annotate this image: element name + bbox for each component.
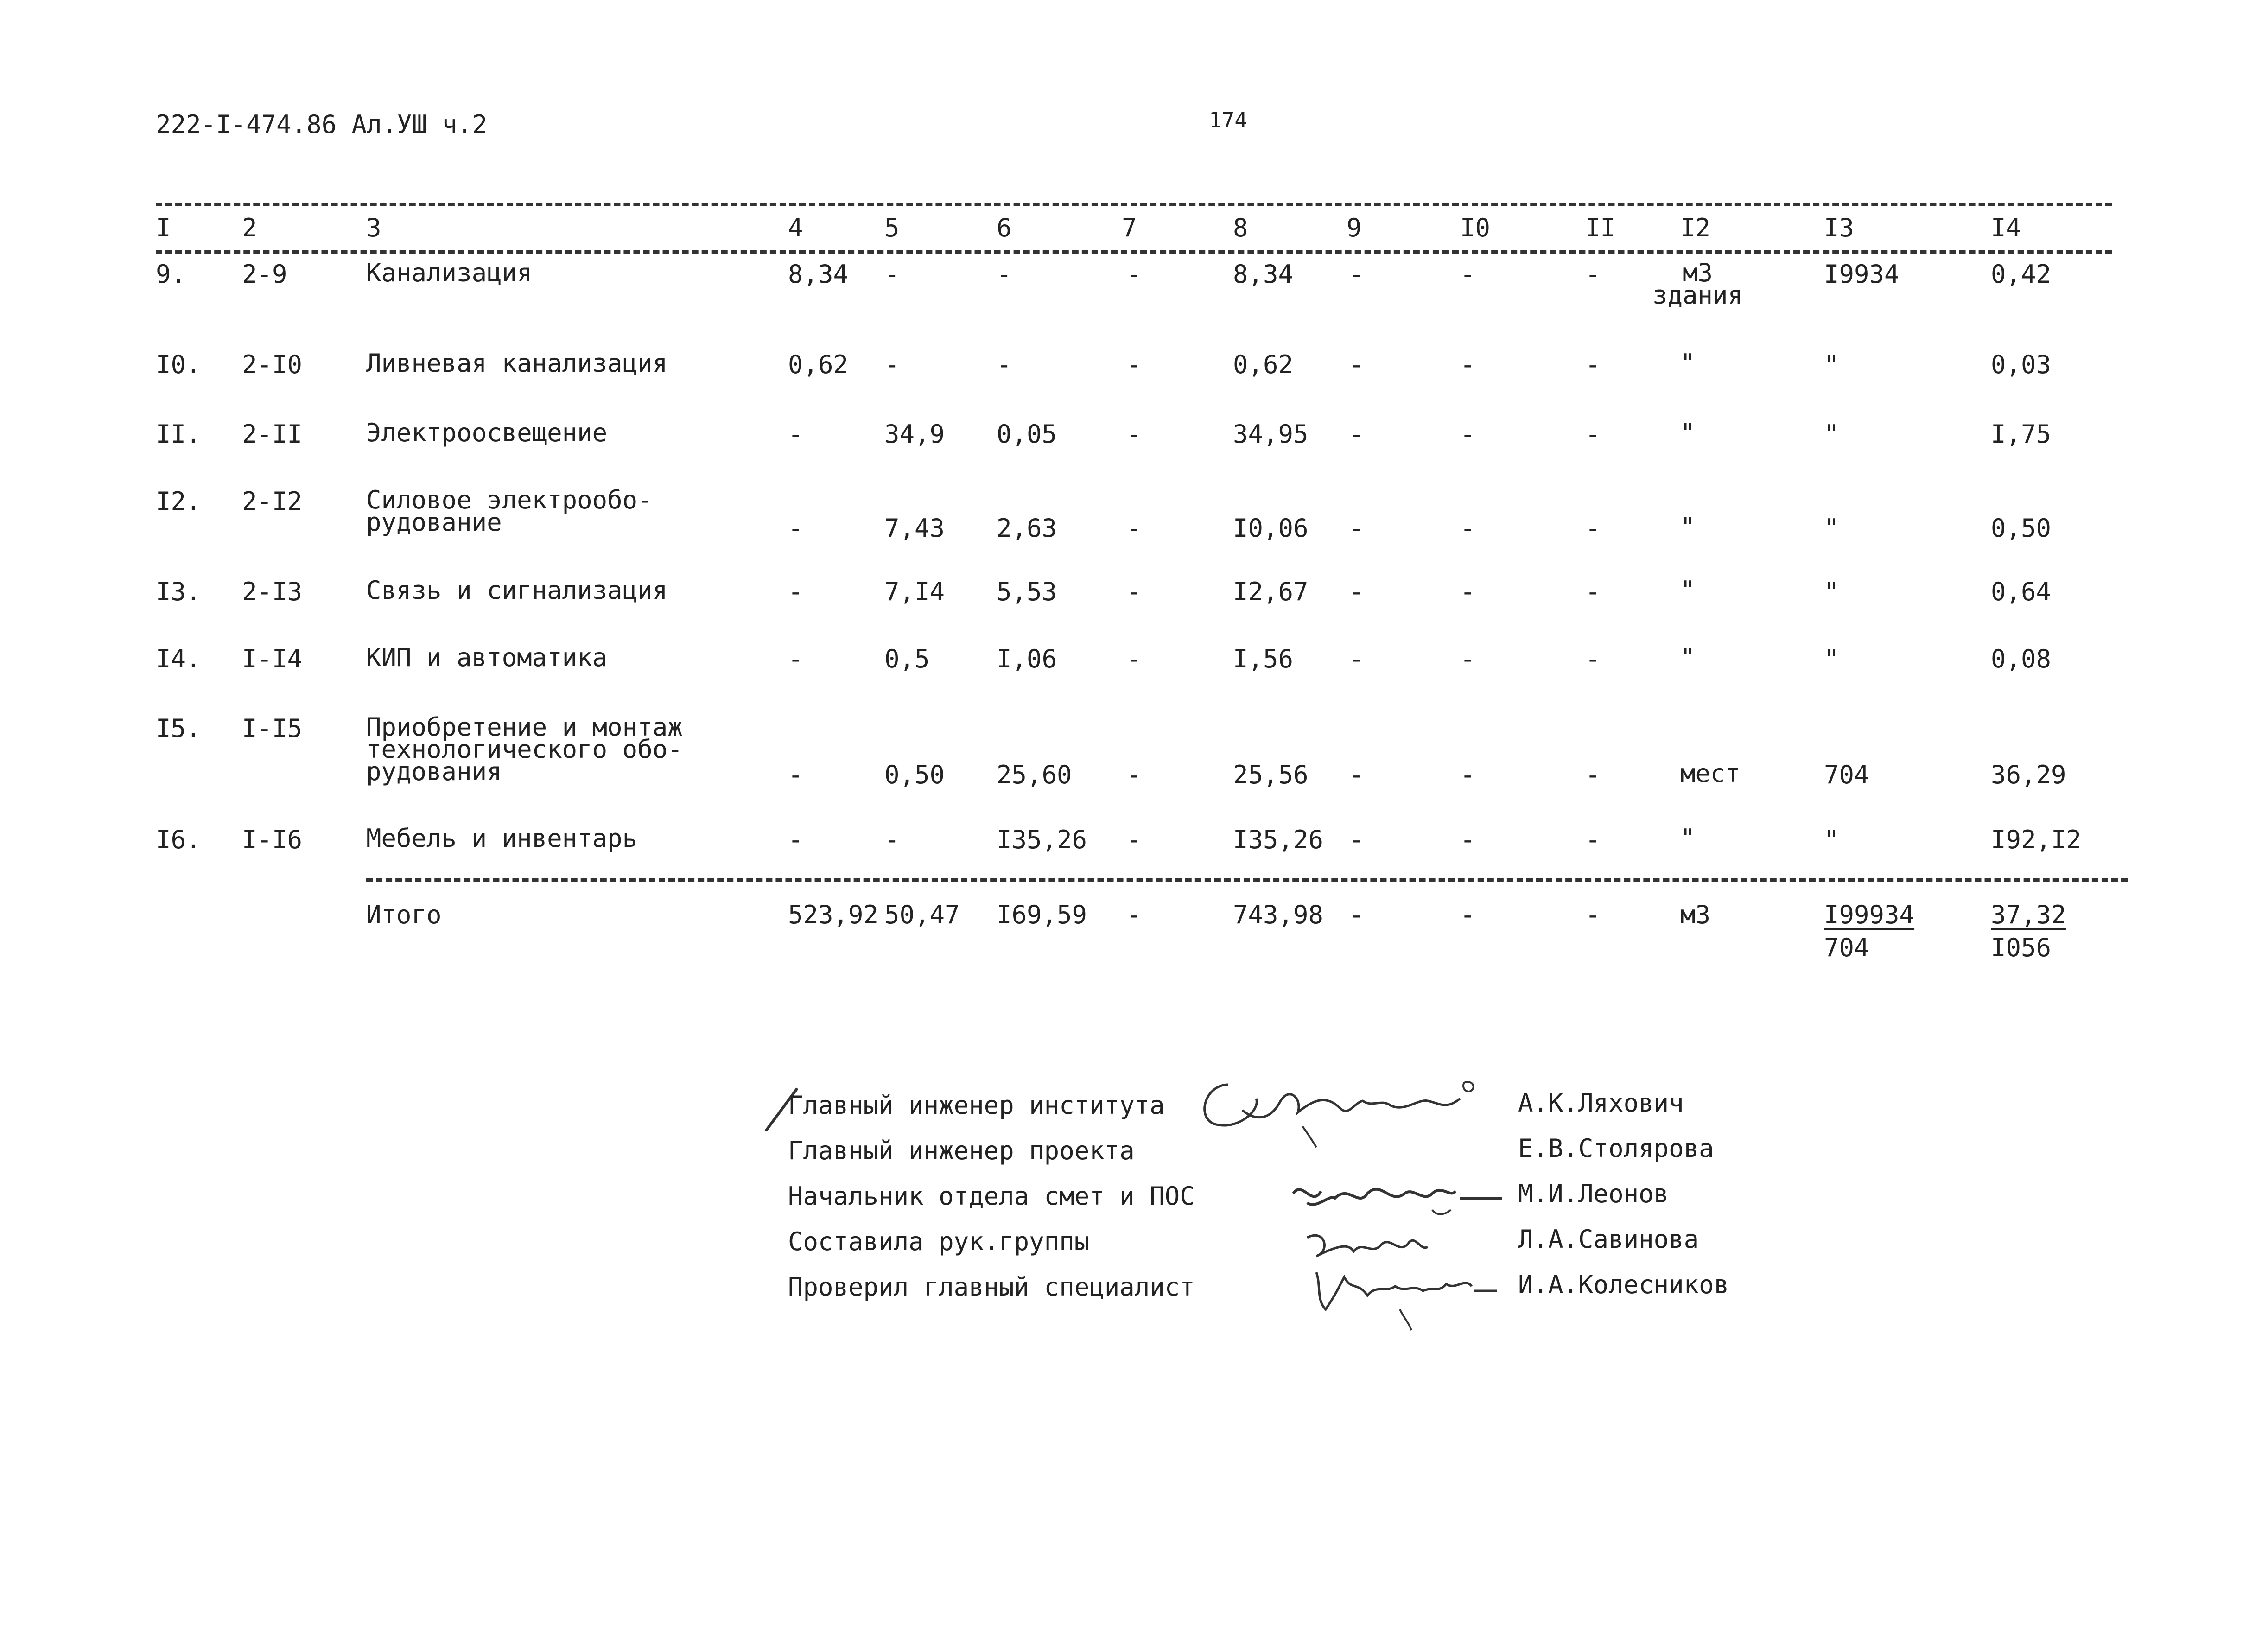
table-cell: 7,I4 [884,577,945,606]
estimate-number: 2-9 [242,260,287,289]
table-cell: - [1126,644,1142,673]
row-number: I4. [156,644,201,673]
table-cell: 0,50 [884,760,945,789]
table-cell: - [1349,644,1364,673]
estimate-number: I-I6 [242,825,303,854]
column-header: 8 [1233,213,1248,242]
table-cell: - [1585,260,1601,289]
handwritten-signature [1284,1166,1506,1226]
estimate-number: 2-I2 [242,487,303,516]
column-header: I4 [1991,213,2021,242]
table-cell: 0,5 [884,644,930,673]
table-cell: - [1126,260,1142,289]
table-cell: 36,29 [1991,760,2066,789]
total-cell: м3 [1680,900,1711,929]
table-cell: 8,34 [788,260,849,289]
table-cell: " [1680,349,1696,378]
signatory-name: Л.А.Савинова [1518,1225,1699,1254]
table-cell: - [1585,577,1601,606]
table-cell: - [1460,644,1475,673]
table-total-rule [366,878,2128,882]
table-cell: - [1349,760,1364,789]
estimate-number: 2-II [242,419,303,449]
table-cell: I,06 [997,644,1057,673]
table-cell: I,56 [1233,644,1294,673]
table-cell: - [1460,260,1475,289]
table-cell: - [1460,514,1475,543]
column-header: 7 [1122,213,1137,242]
table-cell: - [788,760,803,789]
table-cell: " [1824,825,1839,854]
table-cell: - [884,260,900,289]
table-cell: 2,63 [997,514,1057,543]
total-cell: I69,59 [997,900,1087,929]
page-number: 174 [1209,108,1248,133]
table-cell: 34,95 [1233,419,1309,449]
column-header: 2 [242,213,257,242]
row-number: I3. [156,577,201,606]
signatory-role: Главный инженер института [788,1091,1165,1120]
total-cell: 523,92 [788,900,879,929]
total-fraction-numerator: I99934 [1824,900,1915,929]
table-cell: - [1460,350,1475,379]
total-cell: 50,47 [884,900,960,929]
table-cell: " [1824,644,1839,673]
table-cell: - [1585,419,1601,449]
cost-item-name: Приобретение и монтаж технологического обо- рудования [366,712,683,786]
table-cell: - [884,825,900,854]
table-cell: - [1349,419,1364,449]
table-cell: 0,03 [1991,350,2052,379]
table-header-rule [156,250,2112,254]
table-cell: 704 [1824,760,1869,789]
cost-item-name: Связь и сигнализация [366,576,668,605]
table-cell: - [1349,577,1364,606]
document-code: 222-I-474.86 Ал.УШ ч.2 [156,110,488,139]
table-cell: I9934 [1824,260,1900,289]
table-cell: - [997,350,1012,379]
signatory-role: Главный инженер проекта [788,1136,1135,1165]
total-label: Итого [366,900,442,929]
cost-item-name: Силовое электрообо- рудование [366,485,653,537]
signatory-role: Составила рук.группы [788,1227,1090,1256]
total-cell: - [1349,900,1364,929]
table-cell: - [1126,514,1142,543]
total-cell: - [1585,900,1601,929]
table-cell: 0,62 [788,350,849,379]
estimate-number: 2-I0 [242,350,303,379]
table-cell: - [1126,760,1142,789]
table-cell: I92,I2 [1991,825,2082,854]
table-top-rule [156,203,2112,206]
table-cell: 25,56 [1233,760,1309,789]
column-header: I0 [1460,213,1491,242]
table-cell: 0,50 [1991,514,2052,543]
column-header: I3 [1824,213,1855,242]
table-cell: - [1126,350,1142,379]
table-cell: I35,26 [1233,825,1324,854]
signatory-name: Е.В.Столярова [1518,1134,1714,1163]
table-cell: " [1824,419,1839,449]
estimate-number: 2-I3 [242,577,303,606]
table-cell: 25,60 [997,760,1072,789]
column-header: 4 [788,213,803,242]
table-cell: 5,53 [997,577,1057,606]
handwritten-signature [1307,1258,1502,1333]
cost-item-name: Электроосвещение [366,418,608,447]
table-cell: - [1349,350,1364,379]
table-cell: м3 здания [1652,258,1743,310]
signatory-role: Начальник отдела смет и ПОС [788,1181,1195,1211]
column-header: I2 [1680,213,1711,242]
table-cell: 34,9 [884,419,945,449]
table-cell: мест [1680,759,1741,788]
table-cell: 0,05 [997,419,1057,449]
table-cell: - [1126,419,1142,449]
cost-item-name: КИП и автоматика [366,643,608,672]
table-cell: - [788,419,803,449]
table-cell: " [1680,643,1696,672]
table-cell: - [1349,825,1364,854]
table-cell: - [1349,260,1364,289]
table-cell: - [788,825,803,854]
table-cell: 0,42 [1991,260,2052,289]
total-fraction-denominator: I056 [1991,933,2052,962]
table-cell: " [1680,576,1696,605]
table-cell: " [1680,824,1696,853]
table-cell: - [997,260,1012,289]
column-header: 6 [997,213,1012,242]
table-cell: - [1585,350,1601,379]
table-cell: - [1126,825,1142,854]
table-cell: - [788,577,803,606]
signatory-name: И.А.Колесников [1518,1270,1729,1299]
table-cell: - [1585,514,1601,543]
table-cell: - [1460,825,1475,854]
row-number: 9. [156,260,186,289]
table-cell: " [1680,512,1696,541]
signatory-name: А.К.Ляхович [1518,1088,1684,1118]
table-cell: 0,62 [1233,350,1294,379]
table-cell: " [1824,350,1839,379]
table-cell: I2,67 [1233,577,1309,606]
table-cell: - [1460,419,1475,449]
table-cell: - [1460,760,1475,789]
table-cell: 7,43 [884,514,945,543]
table-cell: " [1680,418,1696,447]
column-header: 5 [884,213,900,242]
table-cell: " [1824,514,1839,543]
column-header: II [1585,213,1616,242]
table-cell: - [788,644,803,673]
total-cell: - [1460,900,1475,929]
column-header: 3 [366,213,381,242]
total-cell: - [1126,900,1142,929]
estimate-number: I-I4 [242,644,303,673]
cost-item-name: Мебель и инвентарь [366,824,638,853]
table-cell: I35,26 [997,825,1087,854]
table-cell: - [1585,760,1601,789]
cost-item-name: Ливневая канализация [366,349,668,378]
table-cell: 0,64 [1991,577,2052,606]
row-number: I2. [156,487,201,516]
handwritten-signature [1187,1066,1483,1150]
table-cell: 8,34 [1233,260,1294,289]
table-cell: I,75 [1991,419,2052,449]
signatory-role: Проверил главный специалист [788,1272,1195,1302]
column-header: 9 [1347,213,1362,242]
signatory-name: М.И.Леонов [1518,1179,1669,1208]
total-cell: 743,98 [1233,900,1324,929]
table-cell: 0,08 [1991,644,2052,673]
row-number: I0. [156,350,201,379]
table-cell: - [884,350,900,379]
table-cell: " [1824,577,1839,606]
total-fraction-numerator: 37,32 [1991,900,2066,929]
row-number: II. [156,419,201,449]
table-cell: I0,06 [1233,514,1309,543]
table-cell: - [1585,644,1601,673]
table-cell: - [1460,577,1475,606]
cost-item-name: Канализация [366,258,532,287]
table-cell: - [1126,577,1142,606]
table-cell: - [788,514,803,543]
column-header: I [156,213,171,242]
row-number: I5. [156,714,201,743]
table-cell: - [1585,825,1601,854]
total-fraction-denominator: 704 [1824,933,1869,962]
row-number: I6. [156,825,201,854]
estimate-number: I-I5 [242,714,303,743]
table-cell: - [1349,514,1364,543]
